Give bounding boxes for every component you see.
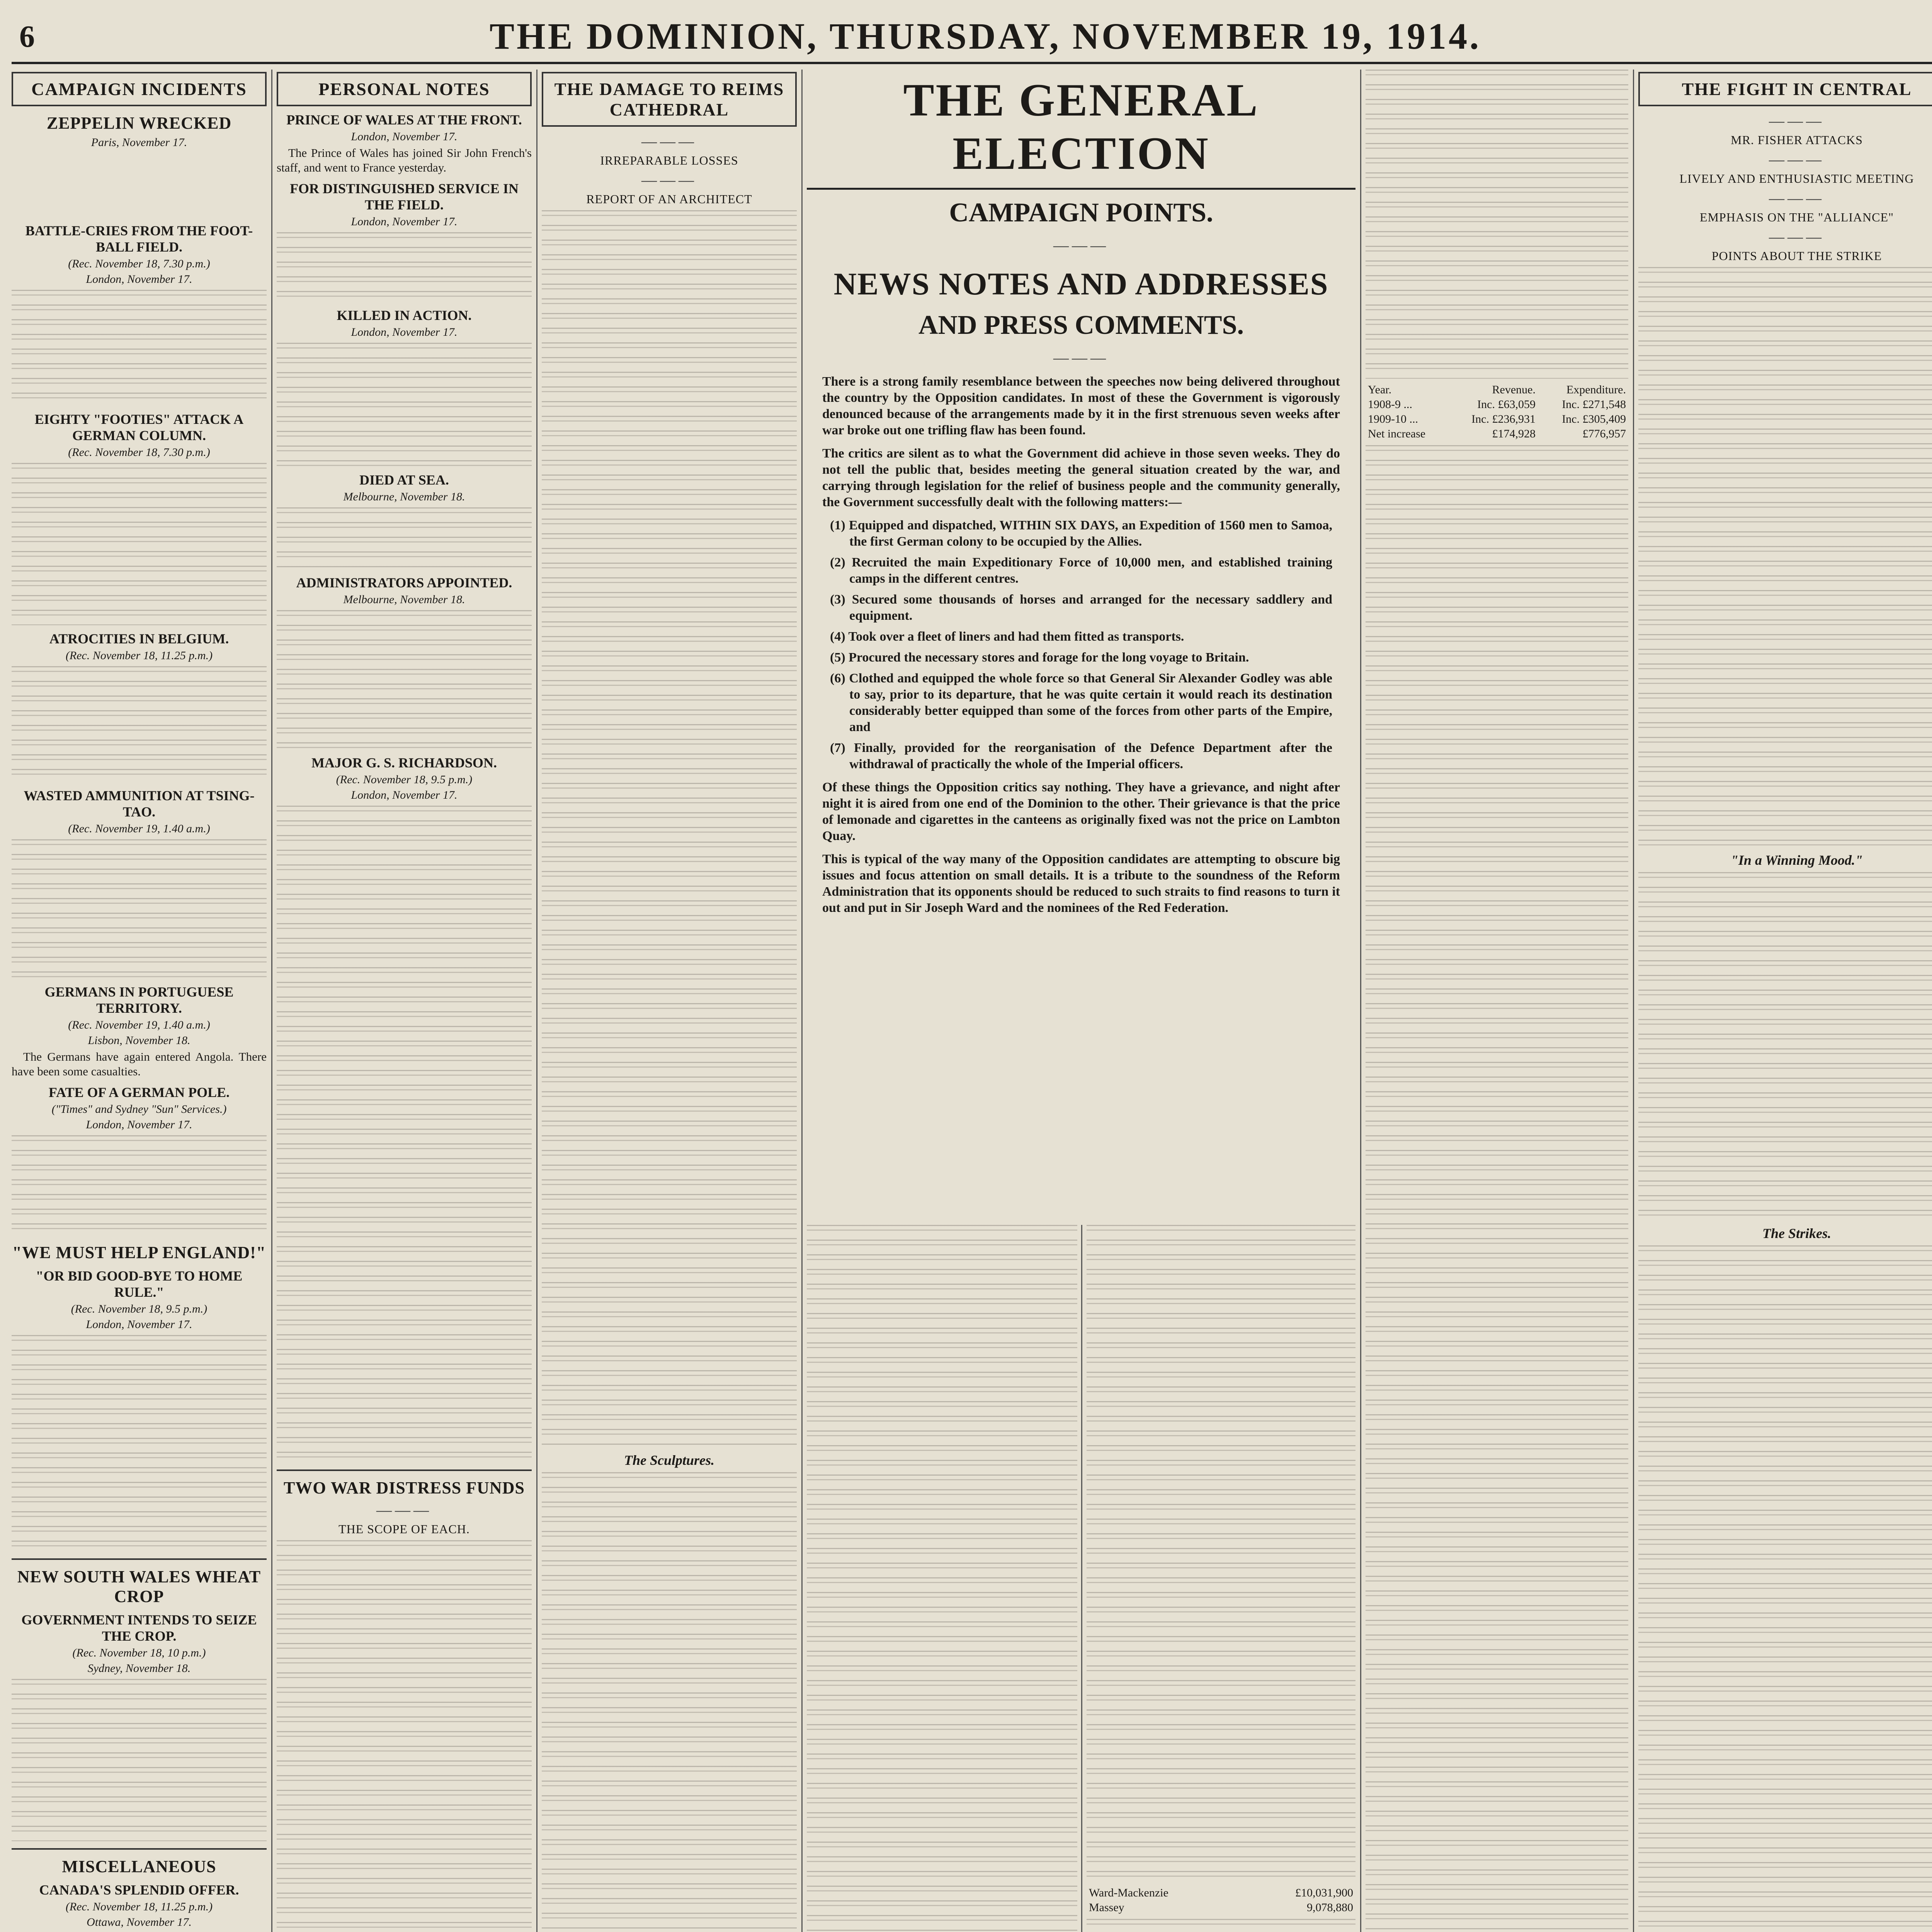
dateline: London, November 17.: [351, 130, 457, 143]
list-item: (6) Clothed and equipped the whole force so that General Sir Alexander Godley was able to say, prior to its departure, that he was quite certain it would reach its destination considerably better equipped than some of the forces from other parts of the Empire, and: [830, 671, 1332, 734]
article-body: [277, 507, 532, 569]
dateline: London, November 17.: [86, 1318, 192, 1331]
article-body: [12, 1335, 267, 1551]
table-row: Year. Revenue. Expenditure.: [1368, 383, 1626, 396]
divider: ———: [1769, 112, 1825, 129]
list-item: (4) Took over a fleet of liners and had them fitted as transports.: [830, 629, 1184, 644]
section-header: PERSONAL NOTES: [277, 72, 532, 106]
article-body: [12, 1135, 267, 1236]
dateline: London, November 17.: [86, 1118, 192, 1131]
headline: ADMINISTRATORS APPOINTED.: [296, 575, 512, 590]
subheadline: The Strikes.: [1762, 1226, 1831, 1241]
headline: FOR DISTINGUISHED SERVICE IN THE FIELD.: [290, 181, 519, 213]
dateline: (Rec. November 18, 9.5 p.m.): [71, 1303, 207, 1315]
headline: FATE OF A GERMAN POLE.: [48, 1085, 230, 1100]
dateline: Ottawa, November 17.: [87, 1916, 192, 1929]
article-body: [277, 1540, 532, 1932]
subheadline: LIVELY AND ENTHUSIASTIC MEETING: [1679, 172, 1914, 185]
section-header: THE DAMAGE TO REIMS CATHEDRAL: [542, 72, 797, 127]
dateline: Lisbon, November 18.: [88, 1034, 190, 1047]
subheadline: THE SCOPE OF EACH.: [338, 1522, 470, 1536]
columns: [12, 70, 1932, 1932]
headline: "WE MUST HELP ENGLAND!": [12, 1243, 266, 1262]
newspaper-page: [12, 8, 1932, 1932]
headline: MAJOR G. S. RICHARDSON.: [311, 755, 497, 770]
headline: GOVERNMENT INTENDS TO SEIZE THE CROP.: [21, 1612, 257, 1644]
article-body: [277, 232, 532, 302]
divider: [12, 1848, 267, 1850]
masthead: [12, 8, 1932, 64]
dateline: (Rec. November 18, 10 p.m.): [72, 1646, 206, 1659]
article-body: [1087, 1919, 1355, 1932]
expenditure-table: [1366, 383, 1628, 441]
article-body: [277, 806, 532, 1463]
headline: CANADA'S SPLENDID OFFER.: [39, 1882, 239, 1898]
list-item: (3) Secured some thousands of horses and arranged for the necessary saddlery and equipment.: [830, 592, 1332, 623]
dateline: Melbourne, November 18.: [343, 490, 465, 503]
dateline: Sydney, November 18.: [87, 1662, 191, 1675]
column-campaign-incidents: [12, 70, 267, 1932]
subheadline: The Sculptures.: [624, 1452, 715, 1468]
article-body: [1087, 1225, 1355, 1882]
column-rule: [801, 70, 803, 1932]
list-item: (1) Equipped and dispatched, WITHIN SIX DAYS, an Expedition of 1560 men to Samoa, the first German colony to be occupied by the Allies.: [830, 518, 1332, 549]
column-rule: [1633, 70, 1634, 1932]
divider: ———: [641, 171, 697, 189]
section-header: CAMPAIGN INCIDENTS: [12, 72, 267, 106]
headline: MISCELLANEOUS: [62, 1857, 216, 1876]
subheadline: IRREPARABLE LOSSES: [600, 153, 738, 167]
column-reims-cathedral: [542, 70, 797, 1932]
divider: ———: [1769, 228, 1825, 245]
divider: ———: [376, 1501, 432, 1519]
dateline: London, November 17.: [86, 273, 192, 286]
column-rule: [1360, 70, 1361, 1932]
table-row: Massey 9,078,880: [1089, 1901, 1353, 1914]
column-rule: [536, 70, 537, 1932]
column-election-notes-1: [807, 1225, 1077, 1932]
dateline: ("Times" and Sydney "Sun" Services.): [51, 1103, 227, 1116]
divider: [277, 1469, 532, 1471]
table-row: Ward-Mackenzie £10,031,900: [1089, 1886, 1353, 1899]
headline: KILLED IN ACTION.: [337, 308, 472, 323]
dateline: London, November 17.: [351, 789, 457, 801]
dateline: (Rec. November 18, 7.30 p.m.): [68, 257, 210, 270]
column-personal-notes: [277, 70, 532, 1932]
dateline: (Rec. November 19, 1.40 a.m.): [68, 822, 210, 835]
points-list: [807, 517, 1355, 772]
feature-title: THE GENERAL ELECTION: [807, 73, 1355, 190]
divider: [12, 1558, 267, 1560]
article-body: [277, 343, 532, 466]
divider: ———: [1769, 151, 1825, 168]
column-election-notes-2: [1087, 1225, 1355, 1932]
article-body: [1366, 70, 1628, 379]
subheadline: EMPHASIS ON THE "ALLIANCE": [1699, 210, 1894, 224]
table-row: 1909-10 ... Inc. £236,931 Inc. £305,409: [1368, 413, 1626, 425]
dateline: London, November 17.: [351, 326, 457, 338]
column-election-notes-3: [1366, 70, 1628, 1932]
article-body: [807, 1225, 1077, 1932]
subheadline: REPORT OF AN ARCHITECT: [586, 192, 752, 206]
headline: GERMANS IN PORTUGUESE TERRITORY.: [44, 984, 234, 1016]
subheadline: POINTS ABOUT THE STRIKE: [1711, 249, 1882, 263]
headline: WASTED AMMUNITION AT TSING-TAO.: [24, 788, 255, 820]
dateline: Melbourne, November 18.: [343, 593, 465, 606]
dateline: London, November 17.: [351, 215, 457, 228]
table-row: Net increase £174,928 £776,957: [1368, 427, 1626, 440]
article-body: [1366, 445, 1628, 1932]
headline: ATROCITIES IN BELGIUM.: [49, 631, 229, 646]
feature-outro: Of these things the Opposition critics say nothing. They have a grievance, and night after night it is aired from one end of the Dominion to the other. Their grievance is that the price of lemonade and cigarettes in the canteens as originally fixed was not the price on Lambton Quay.: [822, 780, 1340, 843]
table-4: [1087, 1886, 1355, 1915]
headline: BATTLE-CRIES FROM THE FOOT-BALL FIELD.: [25, 223, 253, 255]
article-body: The Prince of Wales has joined Sir John French's staff, and went to France yesterday.: [277, 146, 532, 174]
subheadline: "In a Winning Mood.": [1730, 852, 1863, 868]
dateline: Paris, November 17.: [91, 136, 187, 149]
dateline: (Rec. November 18, 9.5 p.m.): [336, 773, 473, 786]
table-row: 1908-9 ... Inc. £63,059 Inc. £271,548: [1368, 398, 1626, 411]
article-body: [542, 210, 797, 1447]
feature-subtitle: NEWS NOTES AND ADDRESSES: [833, 266, 1329, 301]
article-body: The Germans have again entered Angola. There have been some casualties.: [12, 1050, 267, 1078]
headline: EIGHTY "FOOTIES" ATTACK A GERMAN COLUMN.: [34, 412, 244, 443]
feature-subtitle: CAMPAIGN POINTS.: [949, 198, 1213, 228]
divider: ———: [1053, 349, 1109, 366]
headline: "OR BID GOOD-BYE TO HOME RULE.": [36, 1268, 243, 1300]
dateline: (Rec. November 18, 11.25 p.m.): [65, 649, 213, 662]
article-body: [1638, 1245, 1932, 1932]
feature-subtitle: AND PRESS COMMENTS.: [918, 310, 1244, 340]
feature-intro: The critics are silent as to what the Government did achieve in those seven weeks. They do not tell the public that, besides meeting the general situation created by the war, and carrying through legislation for the relief of business people and the community generally, the Government successfully dealt with the following matters:—: [822, 446, 1340, 509]
article-body: [277, 610, 532, 749]
dateline: (Rec. November 18, 7.30 p.m.): [68, 446, 210, 459]
dateline: (Rec. November 19, 1.40 a.m.): [68, 1019, 210, 1031]
divider: ———: [641, 133, 697, 150]
article-body: [542, 1472, 797, 1932]
column-fight-in-central: [1638, 70, 1932, 1932]
headline: DIED AT SEA.: [359, 472, 449, 488]
divider: ———: [1053, 236, 1109, 254]
headline: ZEPPELIN WRECKED: [46, 114, 232, 133]
column-rule: [271, 70, 272, 1932]
list-item: (5) Procured the necessary stores and forage for the long voyage to Britain.: [830, 650, 1249, 665]
headline: PRINCE OF WALES AT THE FRONT.: [286, 112, 522, 128]
subheadline: MR. FISHER ATTACKS: [1731, 133, 1863, 147]
newspaper-title: THE DOMINION, THURSDAY, NOVEMBER 19, 1914.: [489, 15, 1481, 57]
article-body: [12, 463, 267, 625]
estimate-table: [1087, 1886, 1355, 1915]
feature-outro: This is typical of the way many of the Opposition candidates are attempting to obscure big issues and focus attention on small details. It is a tribute to the soundness of the Reform Administration that its opponents should be reduced to such straits to find reasons to turn it out and put in Sir Joseph Ward and the nominees of the Red Federation.: [822, 852, 1340, 915]
divider: ———: [1769, 189, 1825, 207]
article-body: [1638, 267, 1932, 847]
general-election-feature: [807, 70, 1355, 1213]
feature-intro: There is a strong family resemblance between the speeches now being delivered throughout the country by the Opposition candidates. In most of these the Government is vigorously denounced because of the arrangements made by it in the first strenuous seven weeks after war broke out one trifling flaw has been found.: [822, 374, 1340, 437]
headline: NEW SOUTH WALES WHEAT CROP: [17, 1567, 261, 1606]
article-body: [12, 839, 267, 978]
list-item: (7) Finally, provided for the reorganisation of the Defence Department after the withdrawal of practically the whole of the Imperial officers.: [830, 741, 1332, 771]
article-body: [12, 290, 267, 406]
article-body: [12, 1679, 267, 1841]
page-number: 6: [19, 20, 35, 54]
article-body: [1638, 872, 1932, 1220]
section-header: THE FIGHT IN CENTRAL: [1638, 72, 1932, 106]
list-item: (2) Recruited the main Expeditionary Force of 10,000 men, and established training camps in the different centres.: [830, 555, 1332, 586]
dateline: (Rec. November 18, 11.25 p.m.): [65, 1900, 213, 1913]
headline: TWO WAR DISTRESS FUNDS: [284, 1478, 525, 1497]
article-body: [12, 666, 267, 782]
article-body: [12, 151, 267, 217]
column-rule: [1081, 1225, 1082, 1932]
